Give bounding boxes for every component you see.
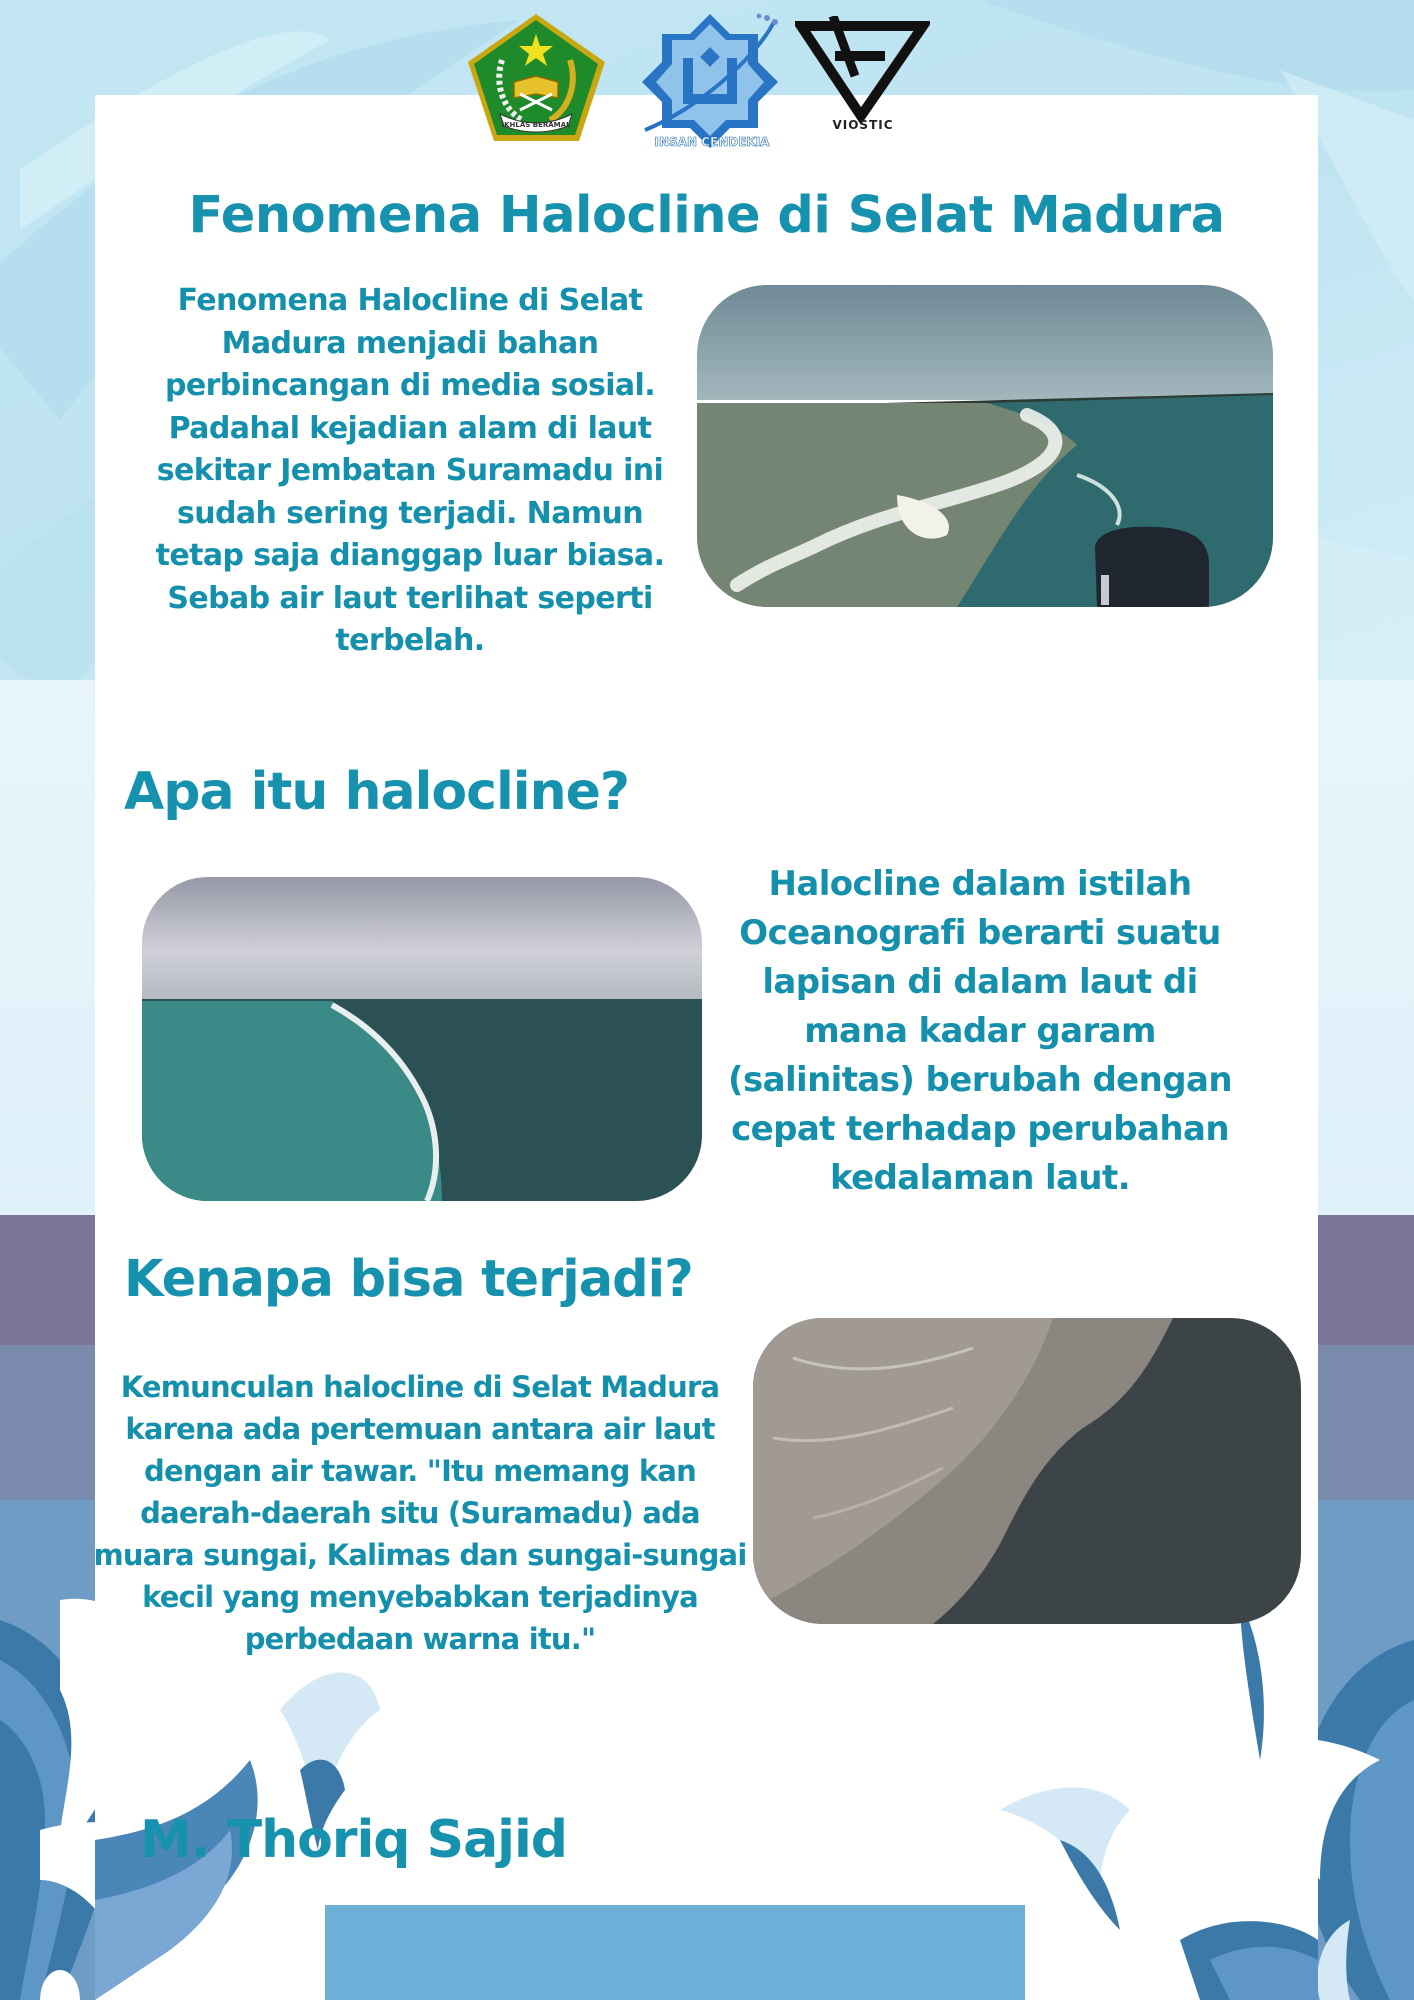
kemenag-emblem-icon [464,10,609,145]
photo-murky-water-aerial [753,1318,1301,1624]
text-line: terbelah. [335,623,485,658]
intro-paragraph [140,280,680,663]
header-logos [460,6,940,149]
photo-sea-split-boat [697,285,1273,607]
photo-two-color-sea [142,877,702,1201]
text-line: karena ada pertemuan antara air laut [125,1412,715,1446]
text-line: Sebab air laut terlihat seperti [167,580,653,616]
text-line: tetap saja dianggap luar biasa. [155,538,665,573]
definition-paragraph [720,860,1240,1203]
text-line: Oceanografi berarti suatu [739,913,1221,953]
text-line: kedalaman laut. [829,1158,1131,1198]
section-heading-why-it-happens: Kenapa bisa terjadi? [124,1250,693,1309]
text-line: Kemunculan halocline di Selat Madura [120,1370,720,1404]
text-line: cepat terhadap perubahan [731,1109,1229,1149]
text-line: daerah-daerah situ (Suramadu) ada [140,1496,700,1530]
text-line: perbincangan di media sosial. [164,368,656,403]
cause-paragraph [82,1366,758,1660]
section-heading-what-is-halocline: Apa itu halocline? [124,762,630,822]
text-line: (salinitas) berubah dengan [728,1060,1232,1100]
text-line: Halocline dalam istilah [768,864,1192,904]
text-line: muara sungai, Kalimas dan sungai-sungai [93,1538,747,1572]
text-line: kecil yang menyebabkan terjadinya [142,1580,698,1614]
text-line: dengan air tawar. "Itu memang kan [144,1454,696,1488]
text-line: Madura menjadi bahan [221,325,599,361]
text-line: lapisan di dalam laut di [762,962,1198,1002]
text-line: Fenomena Halocline di Selat [177,283,643,318]
page-title: Fenomena Halocline di Selat Madura [188,186,1225,245]
text-line: perbedaan warna itu." [244,1622,596,1656]
insan-cendekia-emblem-icon [635,10,785,152]
author-name: M. Thoriq Sajid [140,1810,568,1870]
insan-cendekia-label: INSAN CENDEKIA [654,135,770,149]
text-line: sudah sering terjadi. Namun [176,495,644,531]
text-line: Padahal kejadian alam di laut [168,410,652,446]
viostic-label: VIOSTIC [832,118,894,132]
text-line: sekitar Jembatan Suramadu ini [156,453,664,488]
text-line: mana kadar garam [804,1011,1156,1051]
kemenag-motto: IKHLAS BERAMAL [501,121,571,129]
